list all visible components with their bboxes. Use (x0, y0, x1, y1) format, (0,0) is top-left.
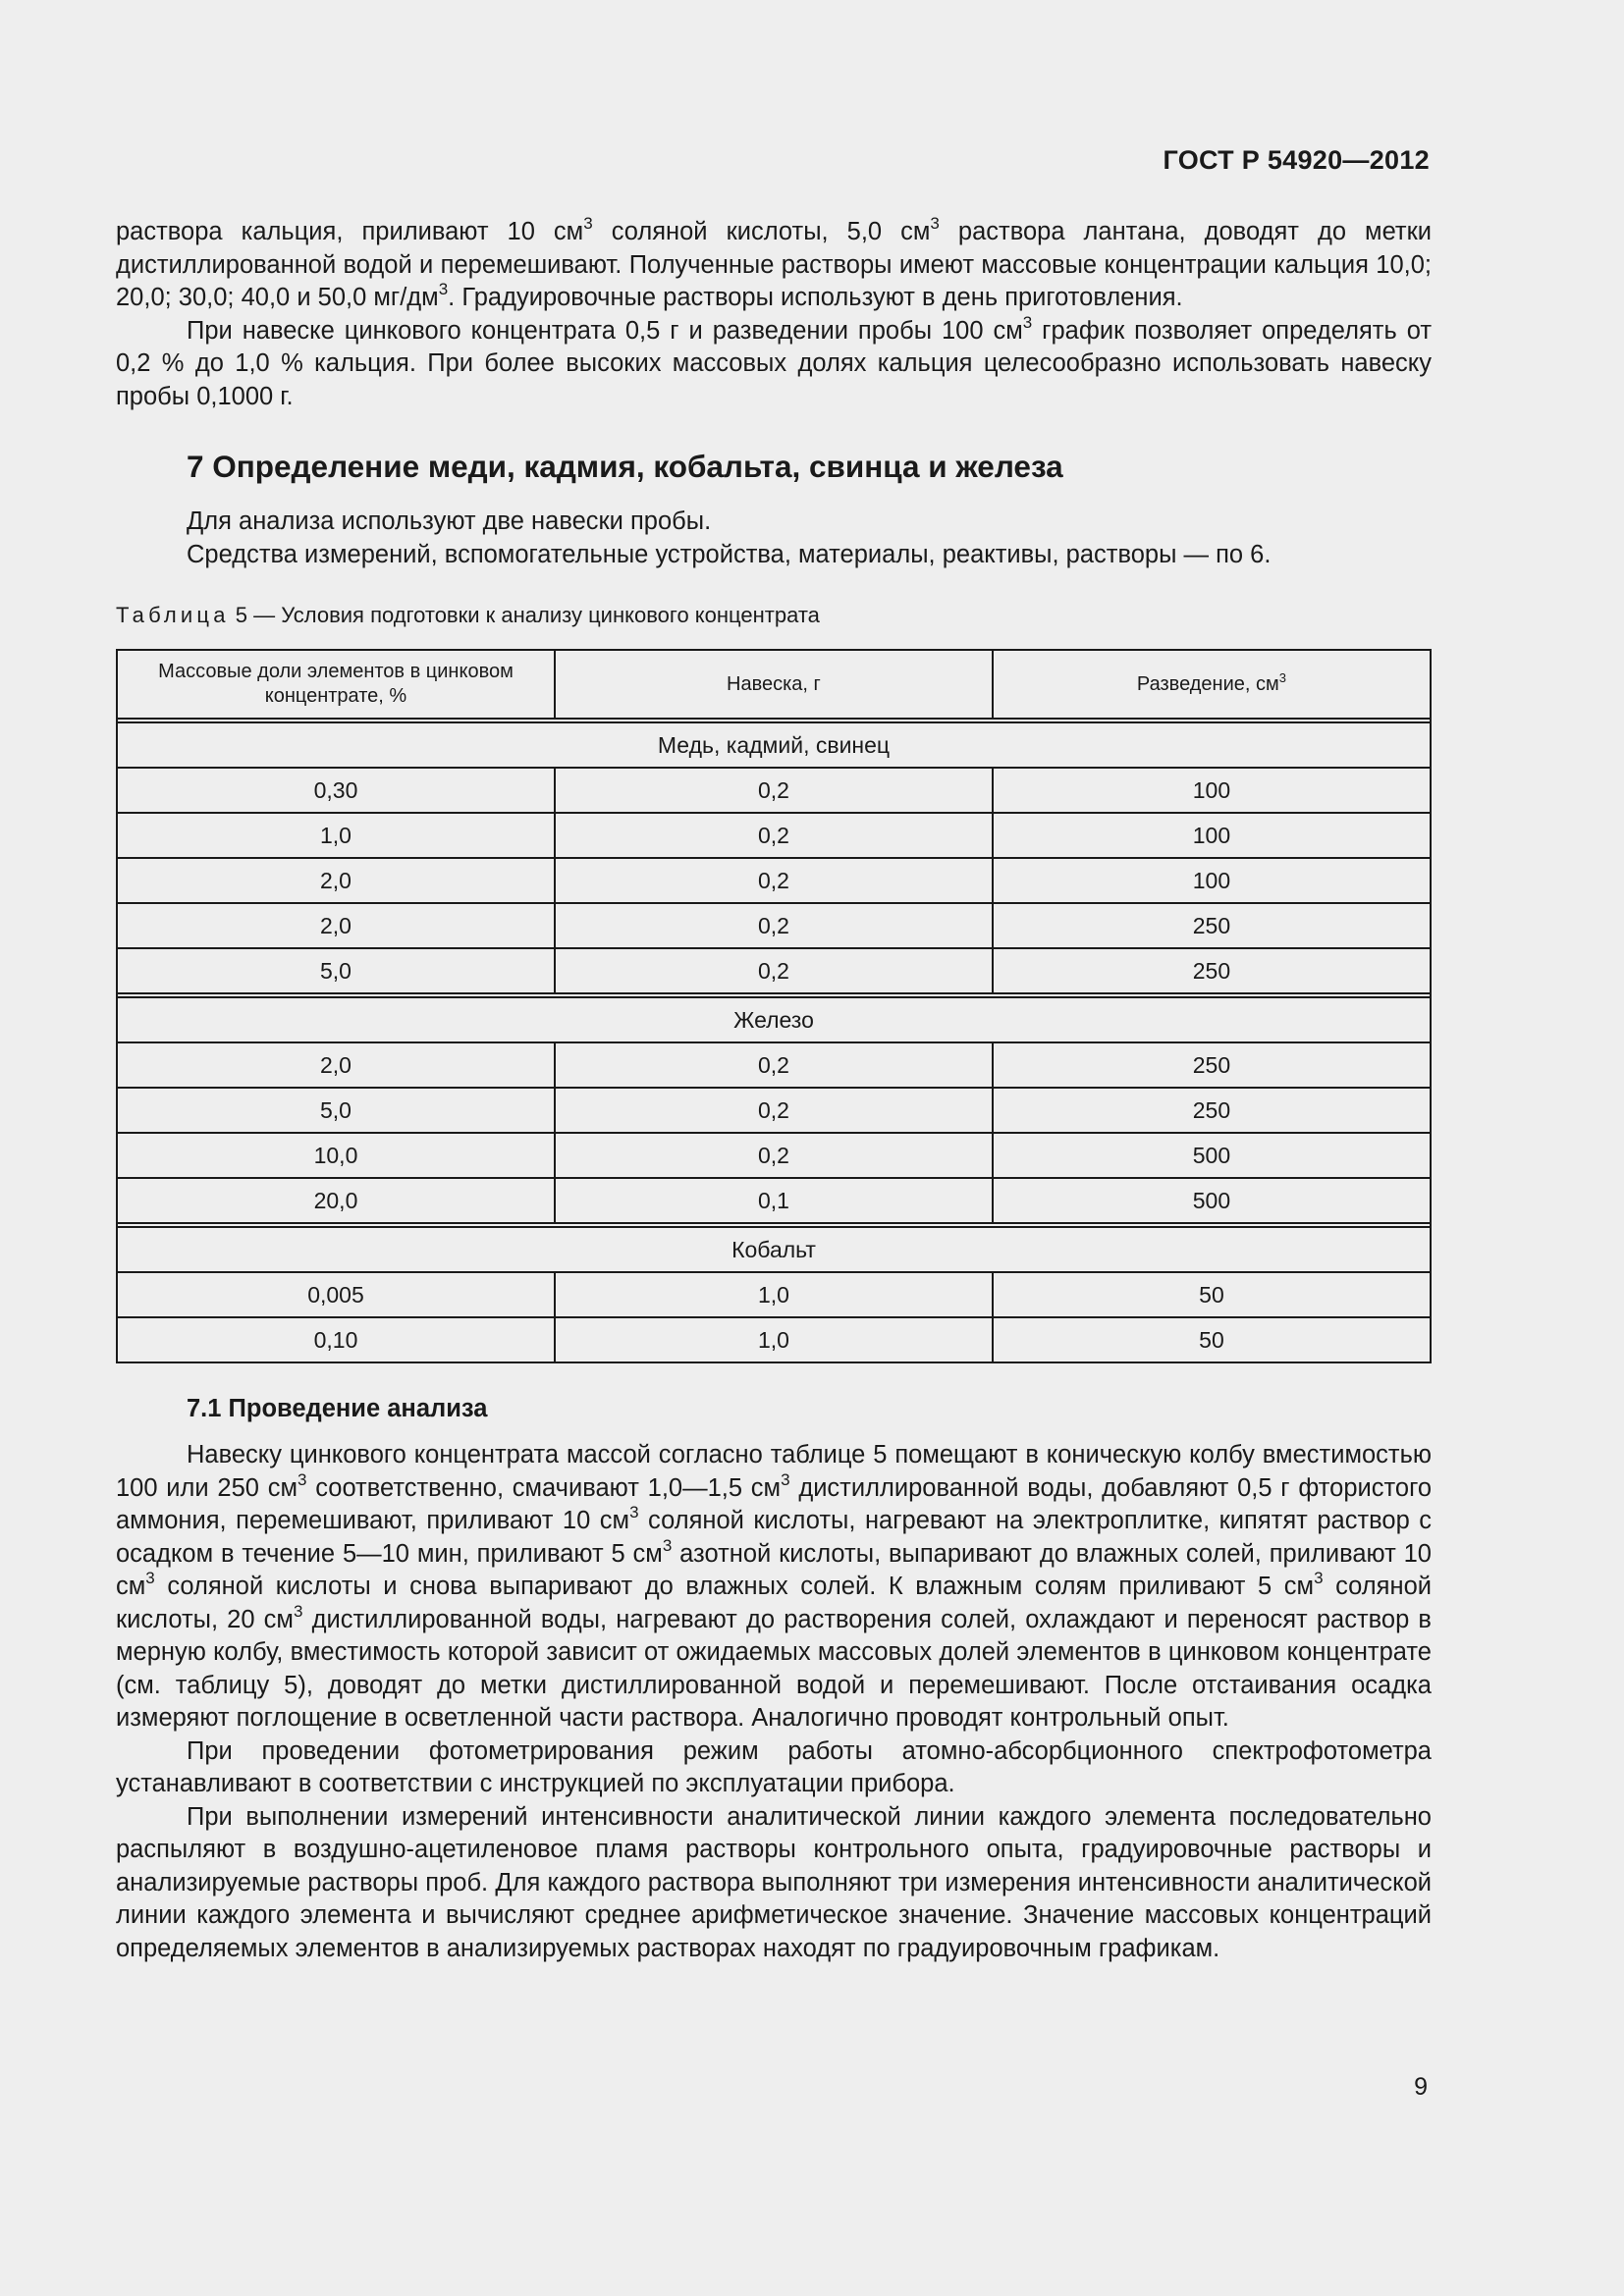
table-group-title: Кобальт (117, 1227, 1431, 1272)
table-group-row (117, 997, 1431, 1042)
cell-mass-fraction: 2,0 (117, 858, 555, 903)
table-5 (116, 649, 1432, 1363)
cell-sample-weight: 0,2 (555, 948, 993, 993)
intro-paragraph-1: раствора кальция, приливают 10 $см^3$ соляной кислоты, 5,0 $см^3$ раствора лантана, доводят до метки дистиллированной водой и перемешивают. Полученные растворы имеют массовые концентрации кальция 10,0; 20,0; 30,0; 40,0 и 50,0 $мг/дм^3$. Градуировочные растворы используют в день приготовления. (116, 214, 1432, 311)
cell-sample-weight: 0,2 (555, 1042, 993, 1088)
cell-dilution: 100 (993, 858, 1431, 903)
table-caption (116, 602, 1432, 629)
table-row (117, 1178, 1431, 1223)
section-7-paragraph-1: Для анализа используют две навески пробы. (187, 507, 712, 535)
cell-sample-weight: 1,0 (555, 1272, 993, 1317)
cell-mass-fraction: 0,005 (117, 1272, 555, 1317)
table-row (117, 858, 1431, 903)
section-7-1-title: 7.1 Проведение анализа (187, 1395, 488, 1422)
table-row (117, 1088, 1431, 1133)
page-content (116, 216, 1432, 1965)
cell-sample-weight: 0,2 (555, 1088, 993, 1133)
intro-paragraph-2: При навеске цинкового концентрата 0,5 г и разведении пробы 100 $см^3$ график позволяет определять от 0,2 % до 1,0 % кальция. При более высоких массовых долях кальция целесообразно использовать навеску пробы 0,1000 г. (116, 312, 1432, 410)
cell-sample-weight: 0,2 (555, 858, 993, 903)
cell-mass-fraction: 0,10 (117, 1317, 555, 1362)
table-row (117, 1133, 1431, 1178)
cell-sample-weight: 0,2 (555, 768, 993, 813)
cell-dilution: 250 (993, 903, 1431, 948)
cell-mass-fraction: 1,0 (117, 813, 555, 858)
cell-mass-fraction: 0,30 (117, 768, 555, 813)
cell-dilution: 500 (993, 1133, 1431, 1178)
cell-sample-weight: 0,2 (555, 903, 993, 948)
table-caption-text: 5 — Условия подготовки к анализу цинкового концентрата (229, 603, 820, 627)
table-row (117, 1042, 1431, 1088)
section-7-1-paragraph-3: При выполнении измерений интенсивности аналитической линии каждого элемента последовательно распыляют в воздушно-ацетиленовое пламя растворы контрольного опыта, градуировочные растворы и анализируемые растворы проб. Для каждого раствора выполняют три измерения интенсивности аналитической линии каждого элемента и вычисляют среднее арифметическое значение. Значение массовых концентраций определяемых элементов в анализируемых растворах находят по градуировочным графикам. (116, 1802, 1432, 1962)
section-7-paragraph-2: Средства измерений, вспомогательные устройства, материалы, реактивы, растворы — по 6. (187, 540, 1272, 568)
table-row (117, 768, 1431, 813)
cell-mass-fraction: 2,0 (117, 903, 555, 948)
header-sample-weight: Навеска, г (555, 650, 993, 719)
table-group-row (117, 1227, 1431, 1272)
section-7-title: 7 Определение меди, кадмия, кобальта, свинца и железа (187, 449, 1063, 484)
table-row (117, 813, 1431, 858)
section-7-1-paragraph-2: При проведении фотометрирования режим работы атомно-абсорбционного спектрофотометра устанавливают в соответствии с инструкцией по эксплуатации прибора. (116, 1736, 1432, 1797)
header-mass-fraction: Массовые доли элементов в цинковом концентрате, % (117, 650, 555, 719)
cell-dilution: 250 (993, 1088, 1431, 1133)
section-7-1-paragraph-1: Навеску цинкового концентрата массой согласно таблице 5 помещают в коническую колбу вместимостью 100 или 250 $см^3$ соответственно, смачивают 1,0—1,5 $см^3$ дистиллированной воды, добавляют 0,5 г фтористого аммония, перемешивают, приливают 10 $см^3$ соляной кислоты, нагревают на электроплитке, кипятят раствор с осадком в течение 5—10 мин, приливают 5 $см^3$ азотной кислоты, выпаривают до влажных солей, приливают 10 $см^3$ соляной кислоты и снова выпаривают до влажных солей. К влажным солям приливают 5 $см^3$ соляной кислоты, 20 $см^3$ дистиллированной воды, нагревают до растворения солей, охлаждают и переносят раствор в мерную колбу, вместимость которой зависит от ожидаемых массовых долей элементов в цинковом концентрате (см. таблицу 5), доводят до метки дистиллированной водой и перемешивают. После отстаивания осадка измеряют поглощение в осветленной части раствора. Аналогично проводят контрольный опыт. (116, 1441, 1433, 1732)
cell-dilution: 50 (993, 1317, 1431, 1362)
cell-sample-weight: 1,0 (555, 1317, 993, 1362)
cell-dilution: 500 (993, 1178, 1431, 1223)
cell-dilution: 100 (993, 813, 1431, 858)
table-body (117, 719, 1431, 1362)
table-group-row (117, 722, 1431, 768)
cell-sample-weight: 0,2 (555, 813, 993, 858)
cell-dilution: 250 (993, 1042, 1431, 1088)
cell-dilution: 50 (993, 1272, 1431, 1317)
table-caption-label: Таблица (116, 603, 230, 627)
table-group-title: Медь, кадмий, свинец (117, 722, 1431, 768)
table-header-row (117, 650, 1431, 719)
cell-mass-fraction: 20,0 (117, 1178, 555, 1223)
table-row (117, 1272, 1431, 1317)
table-row (117, 948, 1431, 993)
table-group-title: Железо (117, 997, 1431, 1042)
cell-mass-fraction: 5,0 (117, 948, 555, 993)
header-dilution: Разведение, $см^3$ (993, 650, 1431, 719)
table-row (117, 903, 1431, 948)
cell-mass-fraction: 10,0 (117, 1133, 555, 1178)
cell-mass-fraction: 5,0 (117, 1088, 555, 1133)
cell-dilution: 100 (993, 768, 1431, 813)
cell-sample-weight: 0,2 (555, 1133, 993, 1178)
page-number: 9 (1414, 2073, 1428, 2101)
cell-mass-fraction: 2,0 (117, 1042, 555, 1088)
table-row (117, 1317, 1431, 1362)
cell-sample-weight: 0,1 (555, 1178, 993, 1223)
cell-dilution: 250 (993, 948, 1431, 993)
document-code: ГОСТ Р 54920—2012 (1163, 145, 1430, 175)
